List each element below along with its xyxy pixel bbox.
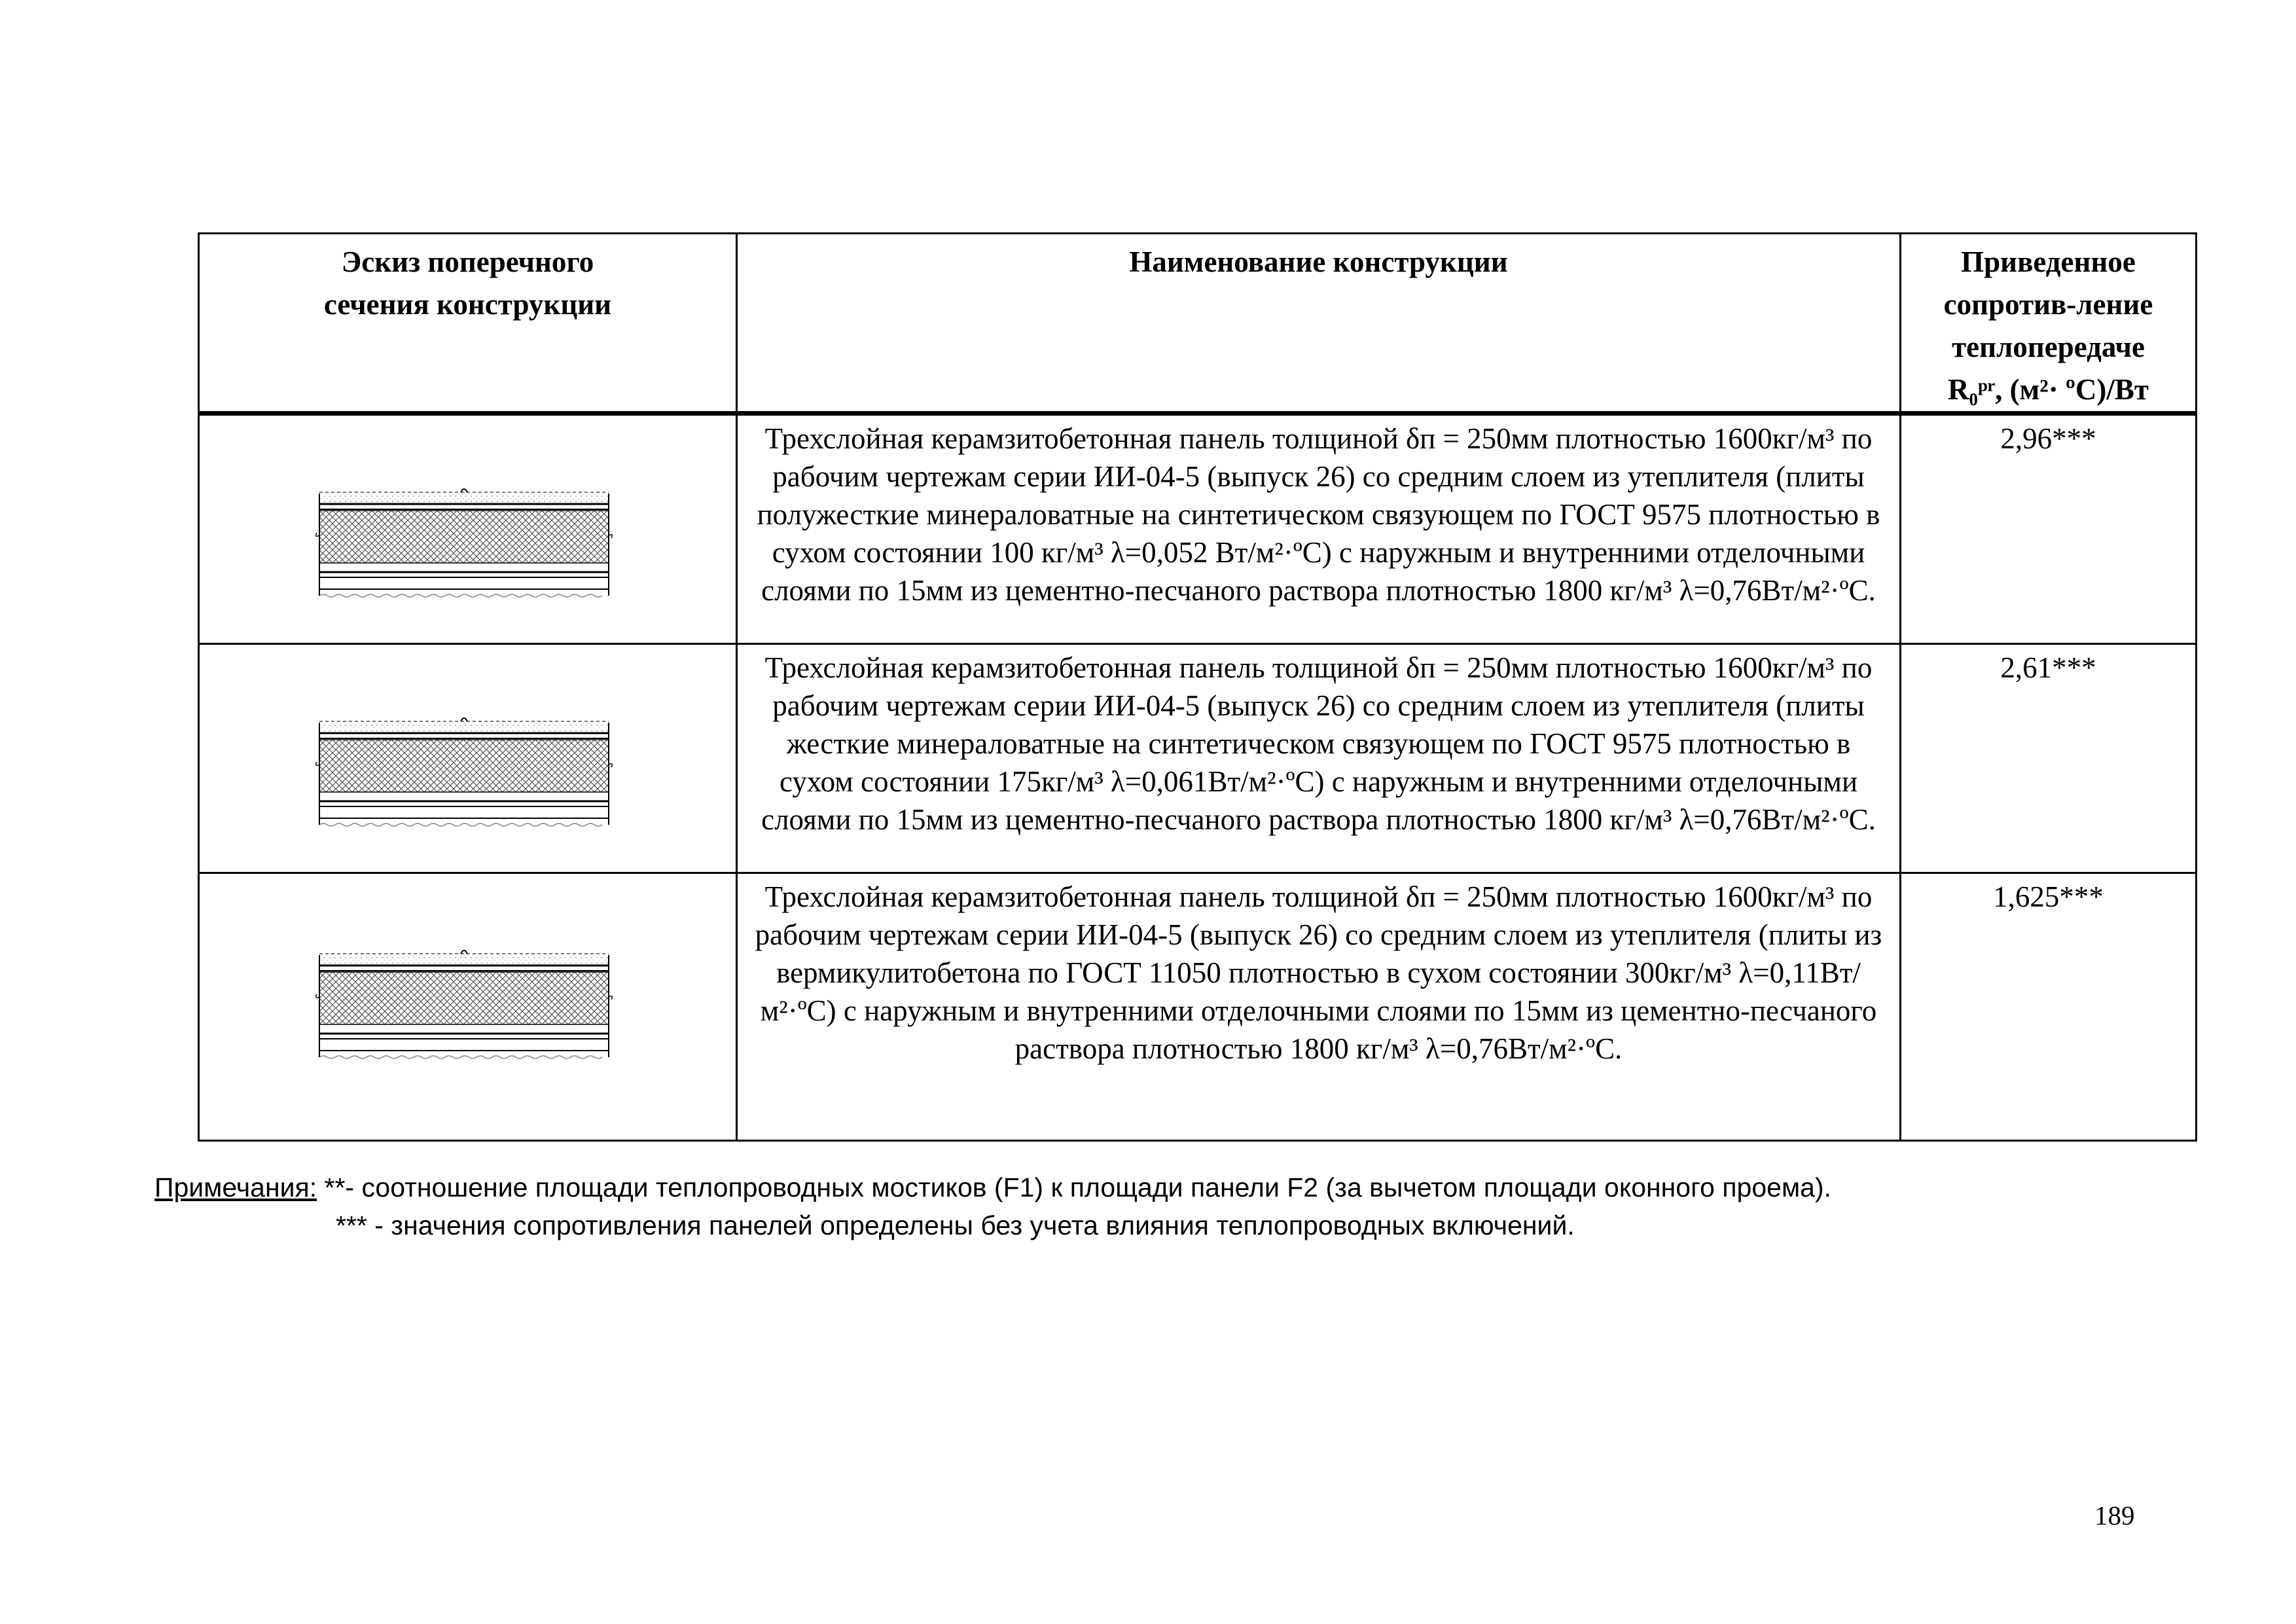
table-row [199,414,2197,644]
header-resistance-line: R₀ᵖʳ, (м²· ºС)/Вт [1948,373,2149,406]
header-resistance-line: сопротив-ление [1943,288,2153,321]
header-sketch [199,234,737,414]
note-text-1: **- соотношение площади теплопроводных мостиков (F1) к площади панели F2 (за вычетом площади оконного проема). [324,1172,1832,1202]
resistance-value: 1,625*** [1993,880,2104,913]
sketch-cell [199,873,737,1141]
construction-description: Трехслойная керамзитобетонная панель толщиной δп = 250мм плотностью 1600кг/м³ по рабочим чертежам серии ИИ-04-5 (выпуск 26) со средним слоем из утеплителя (плиты полужесткие минераловатные на синтетическом связующем по ГОСТ 9575 плотностью в сухом состоянии 100 кг/м³ λ=0,052 Вт/м²·ºС) с наружным и внутренними отделочными слоями по 15мм из цементно-песчаного раствора плотностью 1800 кг/м³ λ=0,76Вт/м²·ºС. [757,422,1880,607]
table-row [199,873,2197,1141]
note-text-2: *** - значения сопротивления панелей определены без учета влияния теплопроводных включений. [336,1210,1575,1240]
description-cell [737,414,1901,644]
specification-table [198,232,2197,1142]
resistance-value: 2,61*** [2000,651,2096,684]
sketch-cell [199,414,737,644]
note-line-1 [154,1168,1831,1206]
panel-section-sketch [313,946,615,1067]
description-cell [737,644,1901,873]
table-row [199,644,2197,873]
page-number: 189 [2094,1500,2135,1530]
notes-label: Примечания: [154,1172,317,1202]
construction-description: Трехслойная керамзитобетонная панель толщиной δп = 250мм плотностью 1600кг/м³ по рабочим чертежам серии ИИ-04-5 (выпуск 26) со средним слоем из утеплителя (плиты жесткие минераловатные на синтетическом связующем по ГОСТ 9575 плотностью в сухом состоянии 175кг/м³ λ=0,061Вт/м²·ºС) с наружным и внутренними отделочными слоями по 15мм из цементно-песчаного раствора плотностью 1800 кг/м³ λ=0,76Вт/м²·ºС. [761,651,1876,836]
header-resistance-line: теплопередаче [1952,331,2145,363]
table-header-row [199,234,2197,414]
note-line-2 [154,1206,1831,1244]
resistance-cell [1901,873,2197,1141]
sketch-cell [199,644,737,873]
header-name-label: Наименование конструкции [1129,245,1508,278]
header-sketch-line: Эскиз поперечного [341,245,594,278]
description-cell [737,873,1901,1141]
panel-section-sketch [313,484,615,605]
panel-section-sketch [313,713,615,835]
header-resistance-line: Приведенное [1961,245,2136,278]
header-name [737,234,1901,414]
notes-section [154,1168,1831,1244]
header-sketch-line: сечения конструкции [323,288,612,321]
resistance-cell [1901,644,2197,873]
header-resistance [1901,234,2197,414]
resistance-value: 2,96*** [2000,422,2096,455]
construction-description: Трехслойная керамзитобетонная панель толщиной δп = 250мм плотностью 1600кг/м³ по рабочим чертежам серии ИИ-04-5 (выпуск 26) со средним слоем из утеплителя (плиты из вермикулитобетона по ГОСТ 11050 плотностью в сухом состоянии 300кг/м³ λ=0,11Вт/м²·ºС) с наружным и внутренними отделочными слоями по 15мм из цементно-песчаного раствора плотностью 1800 кг/м³ λ=0,76Вт/м²·ºС. [755,880,1882,1065]
resistance-cell [1901,414,2197,644]
